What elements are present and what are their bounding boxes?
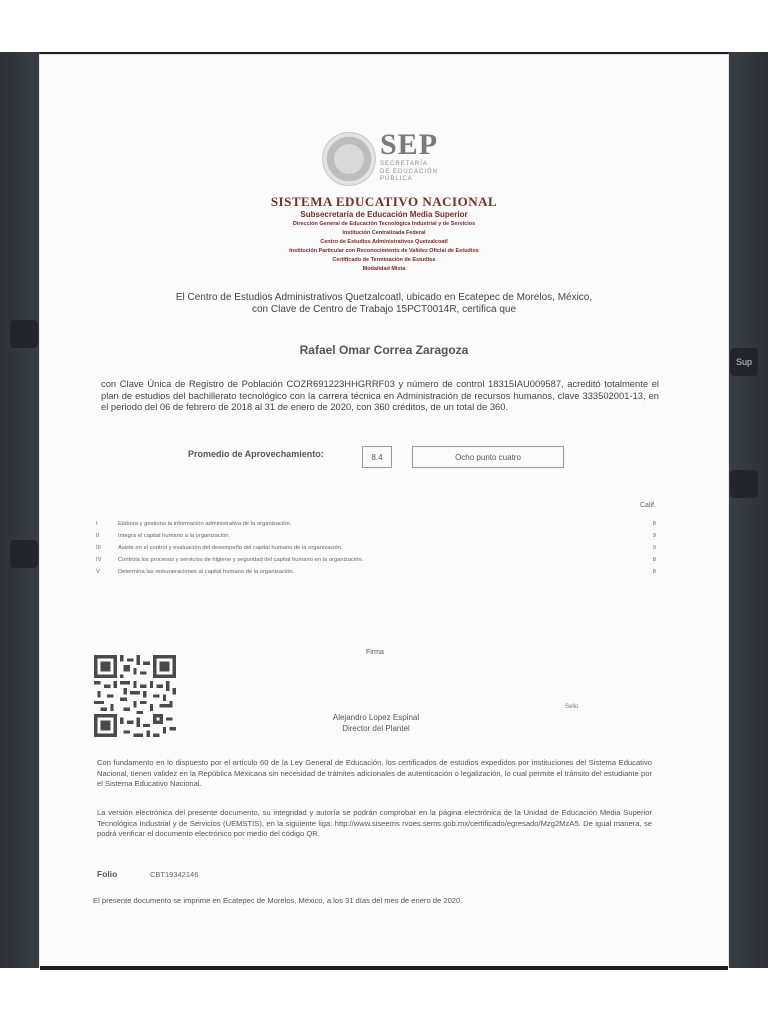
system-title: SISTEMA EDUCATIVO NACIONAL: [270, 194, 498, 209]
student-name: Rafael Omar Correa Zaragoza: [299, 343, 469, 357]
competency-number: I: [96, 521, 98, 527]
keyboard-key: [730, 470, 758, 498]
logo-sub-line: PÚBLICA: [380, 176, 413, 182]
header-line: Institución Centralizada Federal: [342, 230, 426, 236]
competency-number: V: [96, 569, 100, 575]
header-line: Centro de Estudios Administrativos Quetzalcoatl: [320, 239, 448, 245]
electronic-verification-text: La versión electrónica del presente documento, su integridad y autoría se podrán comprobar en la página electrónica de la Unidad de Educación Media Superior Tecnológica Industrial y de Servicios (UEMSTIS), en la siguiente liga: http://www.siseems rvoes.sems.gob.mx/certificado/egresado/Mzg2MzA5. De igual manera, se podrá verificar el documento electrónico por medio del código QR.: [97, 808, 652, 838]
competency-row: [96, 533, 660, 545]
competency-number: III: [96, 545, 101, 551]
competency-grade: 8: [652, 557, 656, 563]
sep-logo: [322, 130, 442, 190]
promedio-words-box: [412, 446, 564, 468]
header-line: Dirección General de Educación Tecnológica Industrial y de Servicios: [292, 221, 476, 227]
competency-row: [96, 545, 660, 557]
competency-number: IV: [96, 557, 102, 563]
competency-text: Elabora y gestiona la información administrativa de la organización.: [118, 521, 292, 527]
competency-grade: 9: [652, 533, 656, 539]
intro-line-1: El Centro de Estudios Administrativos Quetzalcoatl, ubicado en Ecatepec de Morelos, México,: [175, 292, 593, 303]
promedio-value-box: [362, 446, 392, 468]
logo-sub-line: SECRETARÍA: [380, 161, 428, 167]
header-line: Modalidad Mixta: [362, 266, 406, 272]
competency-grade: 8: [652, 521, 656, 527]
director-block: [296, 712, 456, 734]
competency-number: II: [96, 533, 100, 539]
firma-label: Firma: [366, 649, 384, 656]
competency-row: [96, 569, 660, 581]
folio-label: Folio: [97, 869, 118, 879]
grade-header: Calif.: [640, 502, 656, 509]
keyboard-key: [10, 540, 38, 568]
certification-body: con Clave Única de Registro de Población COZR691223HHGRRF03 y número de control 18315IAU009587, acreditó totalmente el plan de estudios del bachillerato tecnológico con la carrera técnica en Administración de recursos humanos, clave 333502001-13, en el periodo del 06 de febrero de 2018 al 31 de enero de 2020, con 360 créditos, de un total de 360.: [101, 378, 659, 412]
header-line: Institución Particular con Reconocimiento de Validez Oficial de Estudios: [289, 248, 479, 254]
top-margin: [0, 0, 768, 52]
competency-text: Controla los procesos y servicios de higiene y seguridad del capital humano en la organización.: [118, 557, 364, 563]
director-title: Director del Plantel: [342, 724, 410, 733]
key-label: Sup: [735, 357, 752, 367]
qr-code-icon: [94, 655, 176, 737]
keyboard-key: [10, 320, 38, 348]
logo-sub-line: DE EDUCACIÓN: [380, 168, 439, 175]
competency-grade: 8: [652, 569, 656, 575]
national-seal-icon: [322, 132, 376, 186]
sep-logo-text: SEP: [380, 128, 439, 161]
print-location-date: El presente documento se imprime en Ecatepec de Morelos, México, a los 31 días del mes de enero de 2020.: [93, 896, 463, 905]
paper-bottom-edge: [40, 966, 728, 970]
promedio-words: Ocho punto cuatro: [455, 452, 521, 462]
competency-row: [96, 557, 660, 569]
folio-value: CBT19342146: [150, 870, 199, 879]
header-line: Certificado de Terminación de Estudios: [332, 257, 436, 263]
legal-basis-text: Con fundamento en lo dispuesto por el artículo 60 de la Ley General de Educación, los certificados de estudios expedidos por instituciones del Sistema Educativo Nacional, tienen validez en la República Mexicana sin necesidad de trámites adicionales de autenticación o legalización, lo cual permite el tránsito del estudiante por el Sistema Educativo Nacional.: [97, 758, 652, 788]
promedio-value: 8.4: [371, 452, 383, 462]
competency-text: Determina las remuneraciones al capital humano de la organización.: [118, 569, 295, 575]
competency-text: Integra el capital humano a la organización.: [118, 533, 231, 539]
sello-label: Sello: [565, 704, 579, 710]
director-name: Alejandro Lopez Espinal: [332, 713, 420, 722]
competency-row: [96, 521, 660, 533]
sep-logo-subtext: [380, 161, 438, 184]
intro-line-2: con Clave de Centro de Trabajo 15PCT0014R, certifica que: [251, 304, 517, 315]
keyboard-key-sup: [730, 348, 758, 376]
subsecretaria-title: Subsecretaría de Educación Media Superior: [300, 210, 468, 219]
promedio-label: Promedio de Aprovechamiento:: [188, 449, 324, 459]
competency-text: Asiste en el control y evaluación del desempeño del capital humano de la organización.: [118, 545, 343, 551]
competency-grade: 9: [652, 545, 656, 551]
bottom-margin: [0, 968, 768, 1024]
